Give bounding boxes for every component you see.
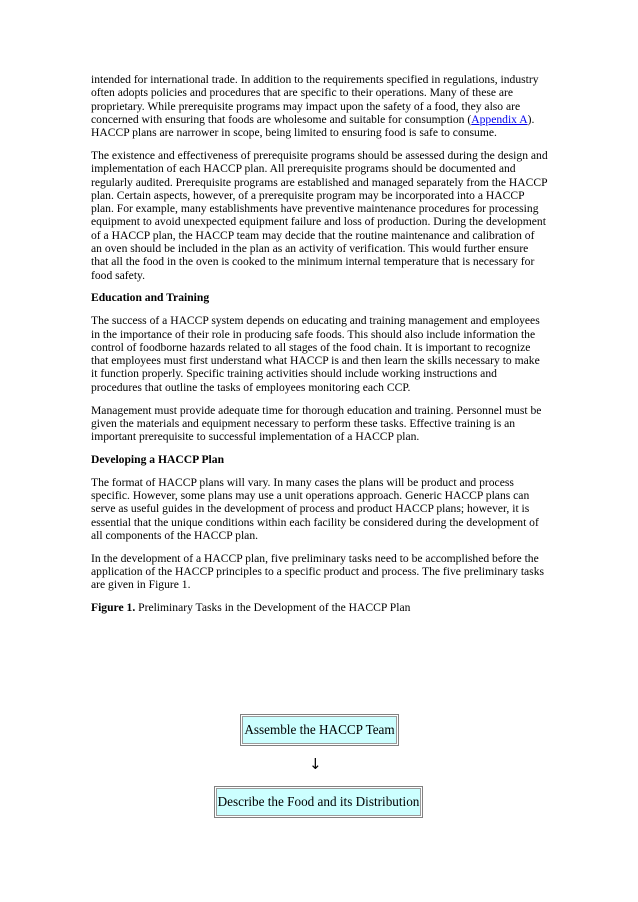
- paragraph-preliminary-tasks: In the development of a HACCP plan, five preliminary tasks need to be accomplished before the application of the HACCP principles to a specific product and process. The five preliminary tasks are given in Figure 1.: [91, 551, 545, 592]
- figure-label: Figure 1.: [91, 601, 136, 615]
- appendix-a-link[interactable]: Appendix A: [471, 112, 528, 126]
- paragraph-text: ). HACCP plans are narrower in scope, being limited to ensuring food is safe to consume.: [91, 112, 535, 140]
- flowchart-step-describe-food: Describe the Food and its Distribution: [214, 786, 423, 818]
- document-body: [91, 73, 548, 614]
- paragraph-education-success: The success of a HACCP system depends on educating and training management and employees in the importance of their role in producing safe foods. This should also include information the control of foodborne hazards related to all stages of the food chain. It is important to recognize that employees must first understand what HACCP is and then learn the skills necessary to make it function properly. Specific training activities should include working instructions and procedures that outline the tasks of employees monitoring each CCP.: [91, 314, 540, 394]
- paragraph-management-time: Management must provide adequate time for thorough education and training. Personnel must be given the materials and equipment necessary to perform these tasks. Effective training is an important prerequisite to successful implementation of a HACCP plan.: [91, 403, 542, 444]
- heading-developing-plan: Developing a HACCP Plan: [91, 452, 225, 466]
- paragraph-prerequisite-intro: [91, 73, 548, 139]
- flowchart-arrow-down-icon: ↓: [309, 755, 322, 773]
- figure-caption: [91, 601, 548, 614]
- flowchart-step-assemble-team: Assemble the HACCP Team: [240, 714, 399, 746]
- figure-caption-text: Preliminary Tasks in the Development of the HACCP Plan: [135, 601, 411, 615]
- paragraph-prerequisite-assessment: The existence and effectiveness of prerequisite programs should be assessed during the design and implementation of each HACCP plan. All prerequisite programs should be documented and regularly audited. Prerequisite programs are established and managed separately from the HACCP plan. Certain aspects, however, of a prerequisite program may be incorporated into a HACCP plan. For example, many establishments have preventive maintenance procedures for processing equipment to avoid unexpected equipment failure and loss of production. During the development of a HACCP plan, the HACCP team may decide that the routine maintenance and calibration of an oven should be included in the plan as an activity of verification. This would further ensure that all the food in the oven is cooked to the minimum internal temperature that is necessary for food safety.: [91, 148, 548, 282]
- paragraph-plan-format: The format of HACCP plans will vary. In many cases the plans will be product and process specific. However, some plans may use a unit operations approach. Generic HACCP plans can serve as useful guides in the development of process and product HACCP plans; however, it is essential that the unique conditions within each facility be considered during the development of all components of the HACCP plan.: [91, 475, 539, 542]
- paragraph-text: intended for international trade. In addition to the requirements specified in regulations, industry often adopts policies and procedures that are specific to their operations. Many of these are proprietary. While prerequisite programs may impact upon the safety of a food, they also are concerned with ensuring that foods are wholesome and suitable for consumption (: [91, 73, 539, 126]
- heading-education-training: Education and Training: [91, 291, 210, 305]
